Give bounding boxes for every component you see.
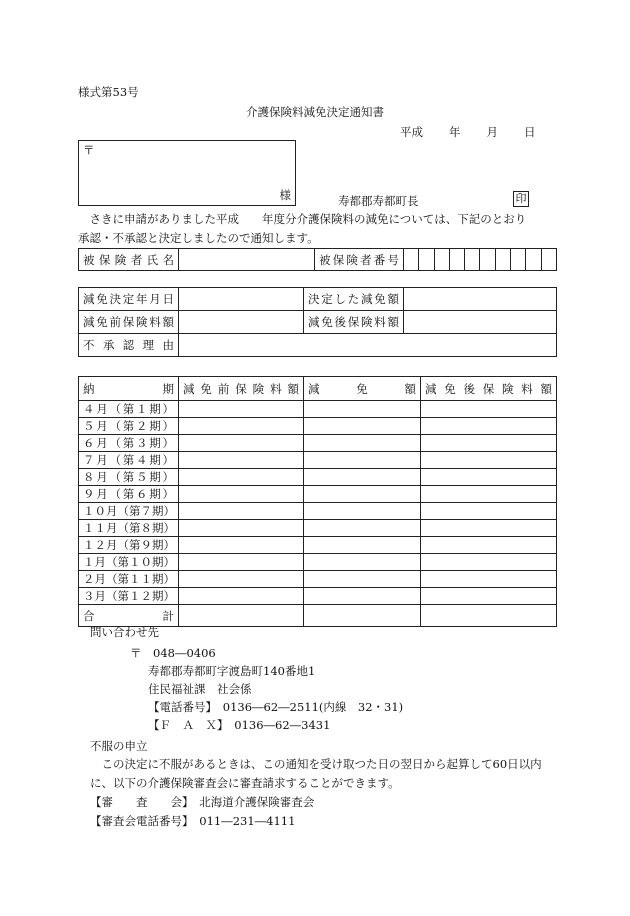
installment-after-field[interactable]	[421, 571, 557, 588]
installment-row	[79, 588, 557, 605]
installment-row	[79, 469, 557, 486]
installment-after-field[interactable]	[421, 401, 557, 418]
installment-period-label: １１月（第８期）	[79, 520, 179, 537]
installment-row	[79, 435, 557, 452]
installment-after-field[interactable]	[421, 418, 557, 435]
installment-after-field[interactable]	[421, 537, 557, 554]
decision-table	[78, 287, 557, 357]
installment-reduction-field[interactable]	[304, 418, 421, 435]
installment-before-field[interactable]	[179, 554, 304, 571]
installment-reduction-field[interactable]	[304, 537, 421, 554]
after-premium-field[interactable]	[404, 311, 557, 334]
date-month: 月	[486, 125, 498, 139]
installment-reduction-field[interactable]	[304, 401, 421, 418]
date-year: 年	[449, 125, 461, 139]
header-after-premium: 減免後保険料額	[421, 377, 557, 401]
installment-row	[79, 418, 557, 435]
installment-period-label: ５月（第２期）	[79, 418, 179, 435]
address-box[interactable]	[78, 140, 296, 206]
insured-number-cell[interactable]	[434, 249, 449, 271]
insured-name-field[interactable]	[179, 249, 315, 271]
installment-before-field[interactable]	[179, 435, 304, 452]
installment-reduction-field[interactable]	[304, 520, 421, 537]
installment-after-field[interactable]	[421, 588, 557, 605]
installment-before-field[interactable]	[179, 452, 304, 469]
contact-postal: 〒 048―0406	[130, 646, 216, 660]
installment-reduction-field[interactable]	[304, 571, 421, 588]
appeal-line-2: に、以下の介護保険審査会に審査請求することができます。	[90, 776, 400, 790]
after-premium-label: 減免後保険料額	[304, 311, 404, 334]
installment-row	[79, 520, 557, 537]
date-line	[400, 124, 536, 140]
intro-line-1: さきに申請がありました平成 年度分介護保険料の減免については、下記のとおり	[89, 212, 527, 226]
installment-period-label: ３月（第１２期）	[79, 588, 179, 605]
contact-department: 住民福祉課 社会係	[148, 682, 252, 696]
form-number: 様式第53号	[78, 85, 139, 99]
installment-before-field[interactable]	[179, 401, 304, 418]
installment-period-label: ８月（第５期）	[79, 469, 179, 486]
postal-mark: 〒	[83, 143, 95, 157]
insured-number-label: 被保険者番号	[315, 249, 404, 271]
installment-reduction-field[interactable]	[304, 554, 421, 571]
installment-row	[79, 401, 557, 418]
installment-reduction-field[interactable]	[304, 486, 421, 503]
installment-period-label: １月（第１０期）	[79, 554, 179, 571]
before-premium-field[interactable]	[179, 311, 304, 334]
installment-period-label: ７月（第４期）	[79, 452, 179, 469]
installment-after-field[interactable]	[421, 486, 557, 503]
installment-after-field[interactable]	[421, 520, 557, 537]
decision-date-label: 減免決定年月日	[79, 288, 179, 311]
issuer-name: 寿都郡寿都町長	[338, 194, 419, 208]
installment-period-label: １０月（第７期）	[79, 503, 179, 520]
insured-table	[78, 248, 557, 271]
document-title: 介護保険料減免決定通知書	[246, 105, 384, 119]
header-due-period: 納期	[79, 377, 179, 401]
rejection-reason-label: 不承認理由	[79, 334, 179, 357]
insured-number-cell[interactable]	[541, 249, 556, 271]
installment-before-field[interactable]	[179, 486, 304, 503]
insured-number-cell[interactable]	[495, 249, 510, 271]
installment-period-label: １２月（第９期）	[79, 537, 179, 554]
contact-address: 寿都郡寿都町字渡島町140番地1	[148, 664, 316, 678]
appeal-heading: 不服の申立	[90, 739, 148, 753]
installment-period-label: ４月（第１期）	[79, 401, 179, 418]
installment-row	[79, 486, 557, 503]
installment-reduction-field[interactable]	[304, 469, 421, 486]
header-before-premium: 減免前保険料額	[179, 377, 304, 401]
installment-after-field[interactable]	[421, 435, 557, 452]
rejection-reason-field[interactable]	[179, 334, 557, 357]
installment-period-label: ６月（第３期）	[79, 435, 179, 452]
total-after-field[interactable]	[421, 605, 557, 627]
appeal-board-phone: 【審査会電話番号】 011―231―4111	[90, 814, 296, 828]
installment-after-field[interactable]	[421, 452, 557, 469]
insured-number-cell[interactable]	[526, 249, 541, 271]
decided-amount-label: 決定した減免額	[304, 288, 404, 311]
insured-number-cell[interactable]	[511, 249, 526, 271]
installments-table	[78, 376, 557, 627]
installment-before-field[interactable]	[179, 418, 304, 435]
date-era: 平成	[400, 125, 423, 139]
contact-fax: 【Ｆ Ａ Ｘ】 0136―62―3431	[148, 718, 331, 732]
insured-number-cell[interactable]	[449, 249, 464, 271]
insured-number-cell[interactable]	[419, 249, 434, 271]
installment-row	[79, 554, 557, 571]
insured-name-label: 被保険者氏名	[79, 249, 179, 271]
installment-reduction-field[interactable]	[304, 435, 421, 452]
installment-row	[79, 452, 557, 469]
total-reduction-field[interactable]	[304, 605, 421, 627]
installment-before-field[interactable]	[179, 571, 304, 588]
installment-before-field[interactable]	[179, 469, 304, 486]
header-reduction: 減免額	[304, 377, 421, 401]
appeal-line-1: この決定に不服があるときは、この通知を受け取つた日の翌日から起算して60日以内	[101, 757, 542, 771]
installment-before-field[interactable]	[179, 537, 304, 554]
before-premium-label: 減免前保険料額	[79, 311, 179, 334]
issuer-seal	[513, 191, 529, 207]
seal-mark: 印	[513, 191, 529, 207]
installment-row	[79, 503, 557, 520]
decision-date-field[interactable]	[179, 288, 304, 311]
installment-after-field[interactable]	[421, 503, 557, 520]
installment-after-field[interactable]	[421, 554, 557, 571]
appeal-board: 【審 査 会】 北海道介護保険審査会	[90, 795, 315, 809]
date-day: 日	[524, 125, 536, 139]
contact-heading: 問い合わせ先	[90, 625, 159, 639]
installment-before-field[interactable]	[179, 588, 304, 605]
installment-after-field[interactable]	[421, 469, 557, 486]
intro-line-2: 承認・不承認と決定しましたので通知します。	[78, 231, 319, 245]
installment-reduction-field[interactable]	[304, 588, 421, 605]
honorific: 様	[279, 188, 291, 202]
insured-number-cell[interactable]	[404, 249, 419, 271]
installment-row	[79, 571, 557, 588]
insured-number-cell[interactable]	[465, 249, 480, 271]
installment-row	[79, 537, 557, 554]
contact-phone: 【電話番号】 0136―62―2511(内線 32・31)	[148, 700, 404, 714]
installment-before-field[interactable]	[179, 503, 304, 520]
installment-reduction-field[interactable]	[304, 452, 421, 469]
decided-amount-field[interactable]	[404, 288, 557, 311]
insured-number-cell[interactable]	[480, 249, 495, 271]
installment-period-label: ９月（第６期）	[79, 486, 179, 503]
installment-period-label: ２月（第１１期）	[79, 571, 179, 588]
total-before-field[interactable]	[179, 605, 304, 627]
installment-reduction-field[interactable]	[304, 503, 421, 520]
installment-before-field[interactable]	[179, 520, 304, 537]
total-label: 合計	[79, 605, 179, 627]
